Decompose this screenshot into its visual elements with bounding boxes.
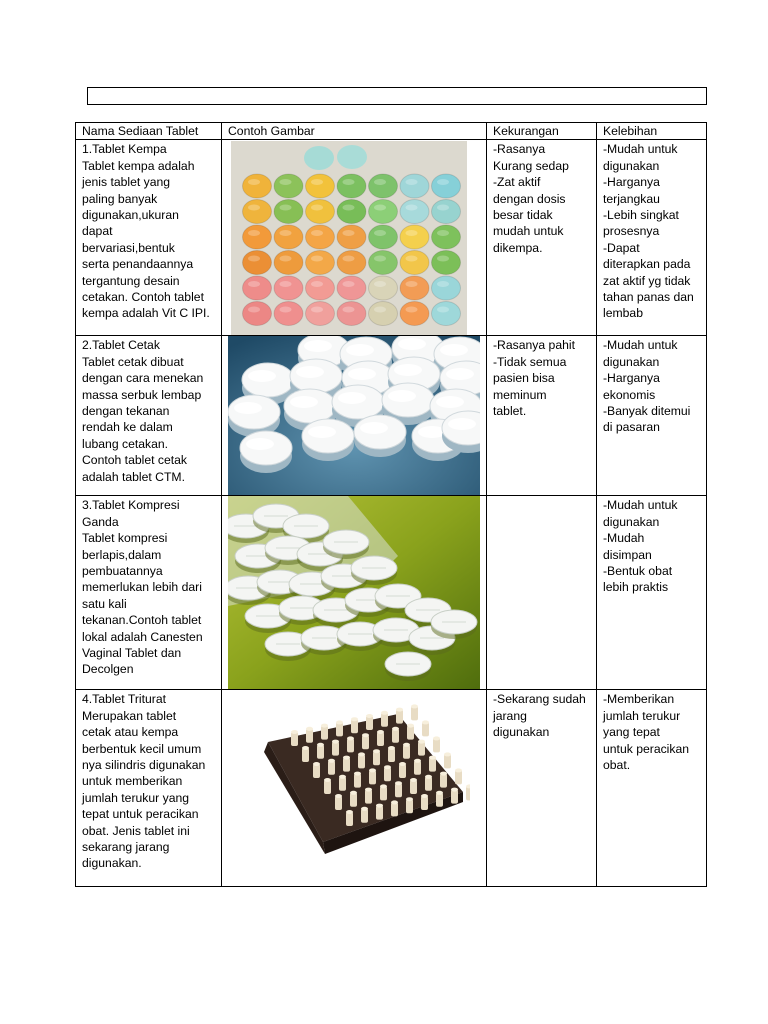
cell-text-line: cetak atau kempa (82, 725, 179, 740)
table-row (76, 336, 707, 496)
image-cell (222, 336, 487, 496)
cell-text-line: -Harganya (603, 371, 660, 386)
cell-text-line: -Bentuk obat (603, 564, 673, 579)
kekurangan-cell (487, 690, 597, 887)
kelebihan-cell (597, 690, 707, 887)
cell-text-line: -Dapat (603, 240, 640, 255)
cell-text-line: Tablet cetak dibuat (82, 354, 184, 369)
cell-text-line: jarang (493, 708, 527, 723)
cell-text-line: 4.Tablet Triturat (82, 692, 166, 707)
cell-text-line: -Mudah untuk (603, 142, 678, 157)
white-round-tablets-photo (228, 336, 480, 495)
cell-text-line: -Mudah (603, 531, 645, 546)
name-cell (76, 336, 222, 496)
cell-text-line: tahan panas dan (603, 290, 694, 305)
kelebihan-cell (597, 496, 707, 690)
cell-text-line: 3.Tablet Kompresi (82, 498, 180, 513)
cell-text-line: obat. Jenis tablet ini (82, 823, 190, 838)
cell-text-line: berlapis,dalam (82, 547, 162, 562)
cell-text-line: lembab (603, 306, 643, 321)
cell-text-line: zat aktif yg tidak (603, 273, 691, 288)
cell-text-line: -Banyak ditemui (603, 404, 691, 419)
cell-text-line: di pasaran (603, 420, 660, 435)
cell-text-line: tergantung desain (82, 273, 180, 288)
kekurangan-cell (487, 140, 597, 336)
cell-text-line: besar tidak (493, 208, 553, 223)
cell-text-line: dengan cara menekan (82, 371, 204, 386)
cell-text-line: prosesnya (603, 224, 660, 239)
cell-text-line: digunakan (493, 725, 550, 740)
cell-text-line: -Zat aktif (493, 175, 541, 190)
cell-text-line: pembuatannya (82, 564, 163, 579)
cell-text-line: nya silindris digunakan (82, 758, 206, 773)
table-header-row (76, 123, 707, 140)
header-contoh-gambar: Contoh Gambar (222, 123, 487, 140)
cell-text-line: jumlah terukur (603, 708, 681, 723)
cell-text-line: -Rasanya (493, 142, 546, 157)
cell-text-line: berbentuk kecil umum (82, 741, 202, 756)
name-cell (76, 140, 222, 336)
cell-text-line: massa serbuk lembap (82, 387, 202, 402)
cell-text-line: digunakan. (82, 856, 142, 871)
cell-text-line: paling banyak (82, 191, 158, 206)
cell-text-line: -Mudah untuk (603, 338, 678, 353)
triturate-mold-photo (228, 692, 470, 882)
cell-text-line: -Tidak semua (493, 354, 567, 369)
kekurangan-cell (487, 496, 597, 690)
title-box (87, 87, 707, 105)
cell-text-line: Decolgen (82, 662, 134, 677)
cell-text-line: -Mudah untuk (603, 498, 678, 513)
kelebihan-cell (597, 140, 707, 336)
cell-text-line: satu kali (82, 596, 127, 611)
name-cell (76, 690, 222, 887)
header-nama-sediaan: Nama Sediaan Tablet (76, 123, 222, 140)
cell-text-line: -Lebih singkat (603, 208, 679, 223)
name-cell (76, 496, 222, 690)
cell-text-line: Ganda (82, 514, 119, 529)
cell-text-line: mudah untuk (493, 224, 564, 239)
cell-text-line: -Memberikan (603, 692, 675, 707)
cell-text-line: yang tepat (603, 725, 660, 740)
cell-text-line: tepat untuk peracikan (82, 807, 199, 822)
cell-text-line: lubang cetakan. (82, 436, 169, 451)
cell-text-line: Tablet kompresi (82, 531, 168, 546)
kekurangan-cell (487, 336, 597, 496)
image-cell (222, 140, 487, 336)
cell-text-line: serta penandaannya (82, 257, 194, 272)
cell-text-line: sekarang jarang (82, 840, 170, 855)
cell-text-line: jenis tablet yang (82, 175, 171, 190)
cell-text-line: 1.Tablet Kempa (82, 142, 167, 157)
header-kekurangan: Kekurangan (487, 123, 597, 140)
header-kelebihan: Kelebihan (597, 123, 707, 140)
cell-text-line: tablet. (493, 404, 527, 419)
cell-text-line: untuk peracikan (603, 741, 690, 756)
cell-text-line: Tablet kempa adalah (82, 158, 195, 173)
tablet-table (75, 122, 707, 887)
image-cell (222, 496, 487, 690)
cell-text-line: diterapkan pada (603, 257, 691, 272)
cell-text-line: Contoh tablet cetak (82, 453, 188, 468)
cell-text-line: digunakan (603, 514, 660, 529)
spilled-tablets-bottle-photo (228, 496, 480, 689)
cell-text-line: lokal adalah Canesten (82, 629, 203, 644)
kelebihan-cell (597, 336, 707, 496)
colorful-pills-grid-photo (231, 141, 467, 335)
cell-text-line: Vaginal Tablet dan (82, 646, 182, 661)
cell-text-line: cetakan. Contoh tablet (82, 290, 204, 305)
cell-text-line: bervariasi,bentuk (82, 240, 175, 255)
cell-text-line: Kurang sedap (493, 158, 569, 173)
table-row (76, 690, 707, 887)
cell-text-line: meminum (493, 387, 547, 402)
table-row (76, 496, 707, 690)
cell-text-line: dengan dosis (493, 191, 566, 206)
cell-text-line: untuk memberikan (82, 774, 183, 789)
cell-text-line: -Harganya (603, 175, 660, 190)
cell-text-line: memerlukan lebih dari (82, 580, 202, 595)
cell-text-line: kempa adalah Vit C IPI. (82, 306, 210, 321)
cell-text-line: tekanan.Contoh tablet (82, 613, 202, 628)
image-cell (222, 690, 487, 887)
table-row (76, 140, 707, 336)
cell-text-line: disimpan (603, 547, 652, 562)
cell-text-line: adalah tablet CTM. (82, 469, 185, 484)
cell-text-line: Merupakan tablet (82, 708, 177, 723)
cell-text-line: ekonomis (603, 387, 656, 402)
cell-text-line: digunakan,ukuran (82, 208, 179, 223)
cell-text-line: terjangkau (603, 191, 660, 206)
cell-text-line: -Rasanya pahit (493, 338, 575, 353)
cell-text-line: dengan tekanan (82, 404, 170, 419)
cell-text-line: obat. (603, 758, 631, 773)
cell-text-line: dapat (82, 224, 113, 239)
cell-text-line: rendah ke dalam (82, 420, 173, 435)
cell-text-line: digunakan (603, 354, 660, 369)
cell-text-line: dikempa. (493, 240, 543, 255)
cell-text-line: 2.Tablet Cetak (82, 338, 160, 353)
cell-text-line: jumlah terukur yang (82, 790, 190, 805)
cell-text-line: -Sekarang sudah (493, 692, 586, 707)
cell-text-line: lebih praktis (603, 580, 669, 595)
cell-text-line: digunakan (603, 158, 660, 173)
cell-text-line: pasien bisa (493, 371, 555, 386)
